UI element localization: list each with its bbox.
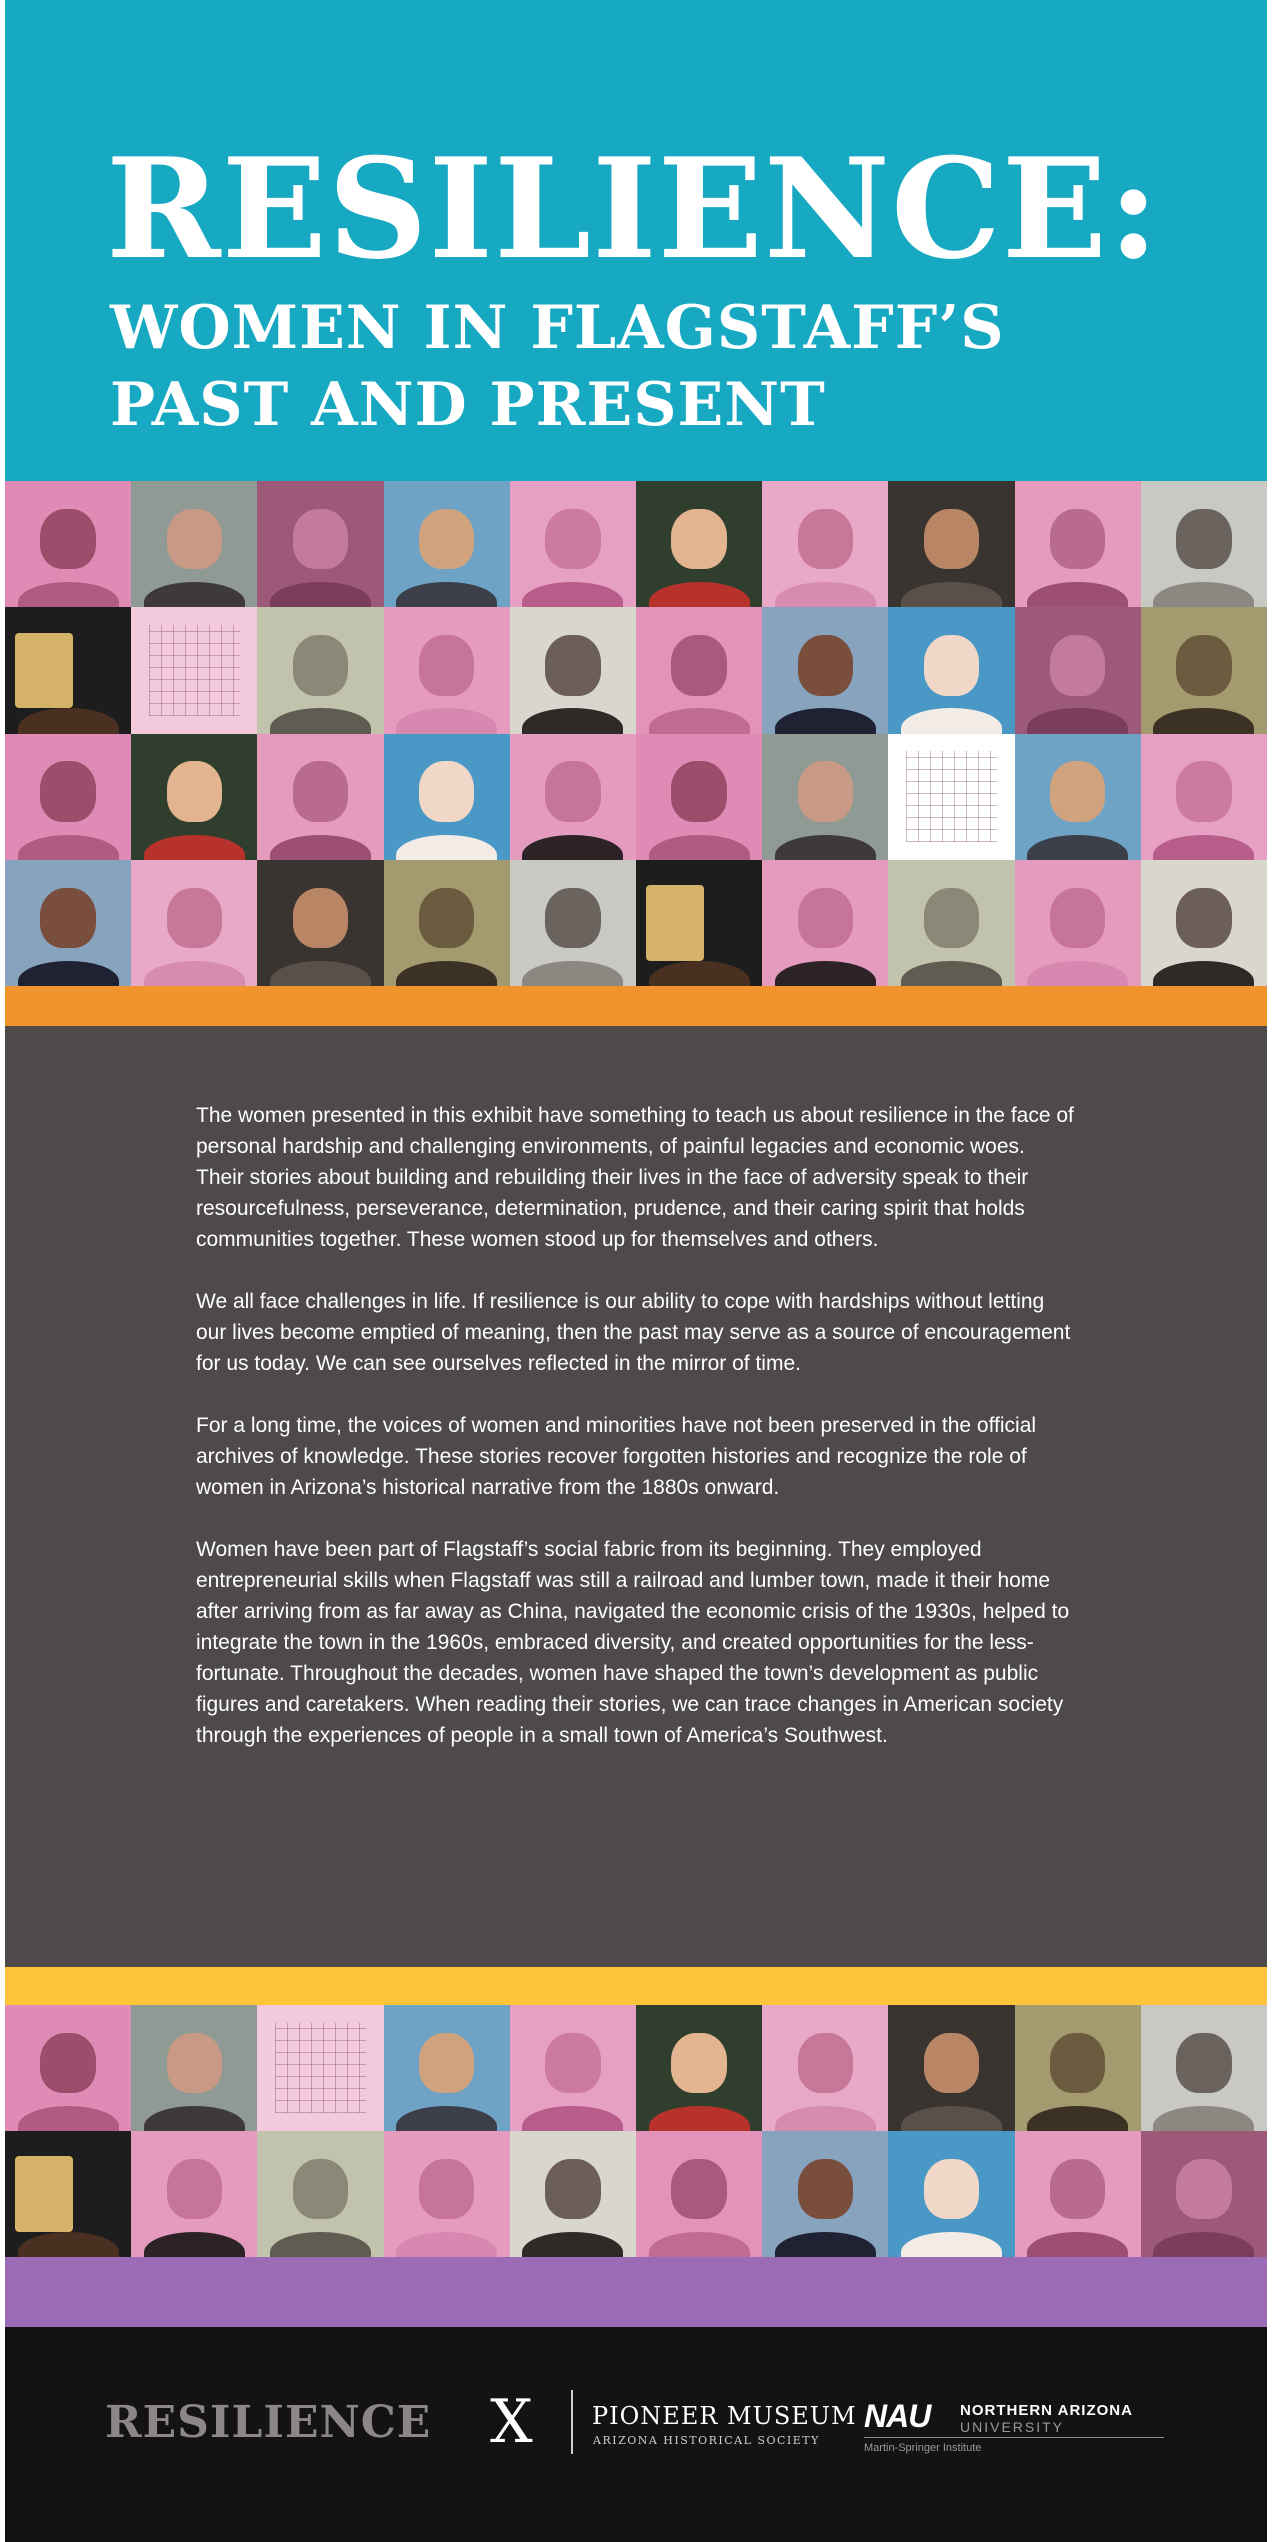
pioneer-museum-subtitle: ARIZONA HISTORICAL SOCIETY: [593, 2434, 820, 2447]
portrait-shoulders: [775, 961, 876, 986]
portrait-shoulders: [396, 582, 497, 607]
portrait-photo: [762, 860, 888, 986]
portrait-photo: [636, 607, 762, 733]
portrait-photo: [636, 2131, 762, 2257]
portrait-photo: [384, 481, 510, 607]
portrait-photo: [510, 2131, 636, 2257]
portrait-photo: [5, 2005, 131, 2131]
portrait-shoulders: [522, 582, 623, 607]
portrait-shoulders: [144, 2106, 245, 2131]
portrait-photo: [510, 734, 636, 860]
portrait-face: [419, 761, 475, 822]
portrait-shoulders: [270, 582, 371, 607]
portrait-shoulders: [1027, 835, 1128, 860]
portrait-shoulders: [775, 2106, 876, 2131]
portrait-shoulders: [775, 708, 876, 733]
portrait-photo: [384, 734, 510, 860]
portrait-shoulders: [18, 2232, 119, 2257]
photo-collage-top: [5, 481, 1267, 986]
portrait-photo: [888, 2131, 1014, 2257]
portrait-face: [293, 635, 349, 696]
portrait-face: [167, 509, 223, 570]
portrait-shoulders: [775, 2232, 876, 2257]
portrait-face: [671, 2159, 727, 2219]
portrait-shoulders: [270, 835, 371, 860]
portrait-photo: [1015, 2005, 1141, 2131]
portrait-photo: [384, 607, 510, 733]
portrait-photo: [762, 734, 888, 860]
purple-band: [5, 2257, 1267, 2327]
portrait-photo: [5, 860, 131, 986]
exhibit-subtitle-line2: PAST AND PRESENT: [110, 370, 826, 440]
portrait-photo: [257, 481, 383, 607]
nau-rule: [864, 2437, 1164, 2438]
portrait-face: [40, 2033, 96, 2093]
book-photo: [636, 860, 762, 986]
portrait-photo: [510, 860, 636, 986]
portrait-photo: [131, 481, 257, 607]
portrait-photo: [1015, 734, 1141, 860]
portrait-photo: [1015, 860, 1141, 986]
portrait-shoulders: [144, 835, 245, 860]
portrait-face: [1176, 509, 1232, 570]
portrait-shoulders: [522, 2232, 623, 2257]
portrait-shoulders: [270, 2232, 371, 2257]
orange-band: [5, 986, 1267, 1026]
portrait-face: [419, 635, 475, 696]
portrait-shoulders: [901, 2232, 1002, 2257]
portrait-photo: [636, 481, 762, 607]
paragraph: The women presented in this exhibit have something to teach us about resilience in the face of personal hardship and challenging environments, of painful legacies and economic woes. Their stories about building and rebuilding their lives in the face of adversity speak to their resourcefulness, perseverance, determination, prudence, and their caring spirit that holds communities together. These women stood up for themselves and others.: [196, 1104, 1074, 1251]
portrait-photo: [888, 2005, 1014, 2131]
portrait-photo: [1141, 2005, 1267, 2131]
portrait-photo: [636, 734, 762, 860]
portrait-photo: [888, 607, 1014, 733]
portrait-photo: [1141, 860, 1267, 986]
portrait-shoulders: [522, 2106, 623, 2131]
portrait-face: [798, 635, 854, 696]
portrait-face: [40, 888, 96, 949]
nau-university: UNIVERSITY: [960, 2419, 1065, 2435]
nau-institute: Martin-Springer Institute: [864, 2442, 982, 2454]
portrait-shoulders: [1027, 2232, 1128, 2257]
portrait-shoulders: [396, 835, 497, 860]
portrait-photo: [636, 2005, 762, 2131]
portrait-shoulders: [1153, 2106, 1254, 2131]
portrait-photo: [257, 734, 383, 860]
portrait-photo: [384, 860, 510, 986]
portrait-face: [545, 509, 601, 570]
exhibit-subtitle-line1: WOMEN IN FLAGSTAFF’S: [110, 293, 1005, 363]
portrait-face: [671, 761, 727, 822]
portrait-shoulders: [901, 708, 1002, 733]
portrait-shoulders: [1027, 961, 1128, 986]
pioneer-museum-x-icon: X: [490, 2387, 533, 2457]
portrait-shoulders: [522, 835, 623, 860]
portrait-face: [924, 888, 980, 949]
portrait-photo: [510, 607, 636, 733]
portrait-face: [419, 2159, 475, 2219]
portrait-shoulders: [18, 582, 119, 607]
portrait-photo: [762, 2131, 888, 2257]
photo-collage-bottom: [5, 2005, 1267, 2257]
portrait-photo: [384, 2131, 510, 2257]
portrait-shoulders: [18, 2106, 119, 2131]
portrait-face: [798, 761, 854, 822]
portrait-shoulders: [649, 835, 750, 860]
portrait-shoulders: [1153, 2232, 1254, 2257]
portrait-shoulders: [18, 961, 119, 986]
portrait-photo: [257, 607, 383, 733]
portrait-photo: [1015, 2131, 1141, 2257]
portrait-shoulders: [144, 2232, 245, 2257]
book-photo: [5, 2131, 131, 2257]
portrait-face: [924, 2159, 980, 2219]
portrait-photo: [1141, 481, 1267, 607]
portrait-shoulders: [144, 582, 245, 607]
portrait-shoulders: [649, 961, 750, 986]
portrait-shoulders: [270, 961, 371, 986]
portrait-photo: [131, 2131, 257, 2257]
map-photo: [131, 607, 257, 733]
portrait-photo: [1141, 2131, 1267, 2257]
portrait-face: [167, 888, 223, 949]
portrait-shoulders: [1027, 582, 1128, 607]
portrait-shoulders: [18, 835, 119, 860]
portrait-photo: [131, 860, 257, 986]
portrait-photo: [510, 2005, 636, 2131]
portrait-shoulders: [1153, 835, 1254, 860]
portrait-face: [1176, 761, 1232, 822]
portrait-face: [798, 888, 854, 949]
portrait-face: [1050, 635, 1106, 696]
portrait-photo: [1015, 481, 1141, 607]
portrait-face: [545, 2159, 601, 2219]
portrait-face: [1176, 635, 1232, 696]
portrait-shoulders: [1027, 708, 1128, 733]
portrait-face: [1176, 888, 1232, 949]
portrait-photo: [1141, 607, 1267, 733]
portrait-face: [167, 2159, 223, 2219]
paragraph: For a long time, the voices of women and minorities have not been preserved in the official archives of knowledge. These stories recover forgotten histories and recognize the role of women in Arizona’s historical narrative from the 1880s onward.: [196, 1414, 1037, 1499]
portrait-face: [1050, 761, 1106, 822]
portrait-face: [798, 2159, 854, 2219]
portrait-shoulders: [396, 2232, 497, 2257]
portrait-face: [40, 761, 96, 822]
portrait-face: [1050, 2159, 1106, 2219]
portrait-photo: [5, 734, 131, 860]
portrait-photo: [1015, 607, 1141, 733]
portrait-face: [419, 888, 475, 949]
portrait-face: [545, 761, 601, 822]
portrait-face: [15, 633, 73, 709]
portrait-photo: [257, 2131, 383, 2257]
paragraph: We all face challenges in life. If resilience is our ability to cope with hardships without letting our lives become emptied of meaning, then the past may serve as a source of encouragement for us today. We can see ourselves reflected in the mirror of time.: [196, 1290, 1071, 1375]
portrait-face: [293, 888, 349, 949]
portrait-shoulders: [649, 2106, 750, 2131]
portrait-face: [1050, 509, 1106, 570]
portrait-face: [924, 509, 980, 570]
portrait-photo: [510, 481, 636, 607]
portrait-photo: [762, 481, 888, 607]
intro-text: [196, 1100, 1076, 1782]
portrait-face: [671, 509, 727, 570]
portrait-shoulders: [1027, 2106, 1128, 2131]
portrait-shoulders: [1153, 708, 1254, 733]
portrait-shoulders: [1153, 961, 1254, 986]
portrait-shoulders: [775, 835, 876, 860]
portrait-photo: [131, 734, 257, 860]
portrait-face: [545, 888, 601, 949]
portrait-shoulders: [775, 582, 876, 607]
portrait-shoulders: [649, 708, 750, 733]
portrait-face: [1050, 2033, 1106, 2093]
portrait-shoulders: [649, 582, 750, 607]
portrait-face: [419, 2033, 475, 2093]
portrait-shoulders: [901, 582, 1002, 607]
portrait-face: [293, 2159, 349, 2219]
portrait-shoulders: [144, 961, 245, 986]
portrait-shoulders: [649, 2232, 750, 2257]
portrait-face: [671, 635, 727, 696]
portrait-face: [798, 2033, 854, 2093]
portrait-photo: [5, 481, 131, 607]
portrait-shoulders: [270, 708, 371, 733]
portrait-face: [1176, 2159, 1232, 2219]
nau-name: NORTHERN ARIZONA: [960, 2402, 1133, 2419]
portrait-face: [671, 2033, 727, 2093]
portrait-shoulders: [901, 2106, 1002, 2131]
portrait-face: [419, 509, 475, 570]
portrait-photo: [762, 2005, 888, 2131]
portrait-face: [545, 2033, 601, 2093]
portrait-shoulders: [396, 961, 497, 986]
portrait-face: [40, 509, 96, 570]
portrait-shoulders: [396, 2106, 497, 2131]
nau-logo-icon: NAU: [864, 2398, 931, 2434]
yellow-band: [5, 1967, 1267, 2005]
portrait-face: [15, 2156, 73, 2232]
portrait-shoulders: [1153, 582, 1254, 607]
portrait-photo: [762, 607, 888, 733]
portrait-shoulders: [396, 708, 497, 733]
paragraph: Women have been part of Flagstaff’s social fabric from its beginning. They employed entrepreneurial skills when Flagstaff was still a railroad and lumber town, made it their home after arriving from as far away as China, navigated the economic crisis of the 1930s, helped to integrate the town in the 1960s, embraced diversity, and created opportunities for the less-fortunate. Throughout the decades, women have shaped the town’s development as public figures and caretakers. When reading their stories, we can trace changes in American society through the experiences of people in a small town of America’s Southwest.: [196, 1538, 1070, 1747]
portrait-face: [293, 761, 349, 822]
pioneer-museum-name: PIONEER MUSEUM: [592, 2402, 857, 2430]
portrait-photo: [257, 860, 383, 986]
portrait-face: [924, 635, 980, 696]
map-photo: [888, 734, 1014, 860]
resilience-logo: RESILIENCE: [105, 2397, 432, 2448]
portrait-face: [1176, 2033, 1232, 2093]
portrait-face: [646, 885, 704, 961]
portrait-face: [293, 509, 349, 570]
map-photo: [257, 2005, 383, 2131]
portrait-face: [798, 509, 854, 570]
portrait-photo: [131, 2005, 257, 2131]
portrait-face: [545, 635, 601, 696]
portrait-face: [167, 761, 223, 822]
logo-divider: [571, 2390, 573, 2454]
portrait-photo: [384, 2005, 510, 2131]
exhibit-title: RESILIENCE:: [106, 127, 1160, 290]
portrait-photo: [888, 860, 1014, 986]
book-photo: [5, 607, 131, 733]
portrait-face: [167, 2033, 223, 2093]
portrait-face: [924, 2033, 980, 2093]
portrait-shoulders: [522, 708, 623, 733]
portrait-shoulders: [18, 708, 119, 733]
portrait-face: [1050, 888, 1106, 949]
portrait-photo: [1141, 734, 1267, 860]
portrait-photo: [888, 481, 1014, 607]
portrait-shoulders: [522, 961, 623, 986]
portrait-shoulders: [901, 961, 1002, 986]
